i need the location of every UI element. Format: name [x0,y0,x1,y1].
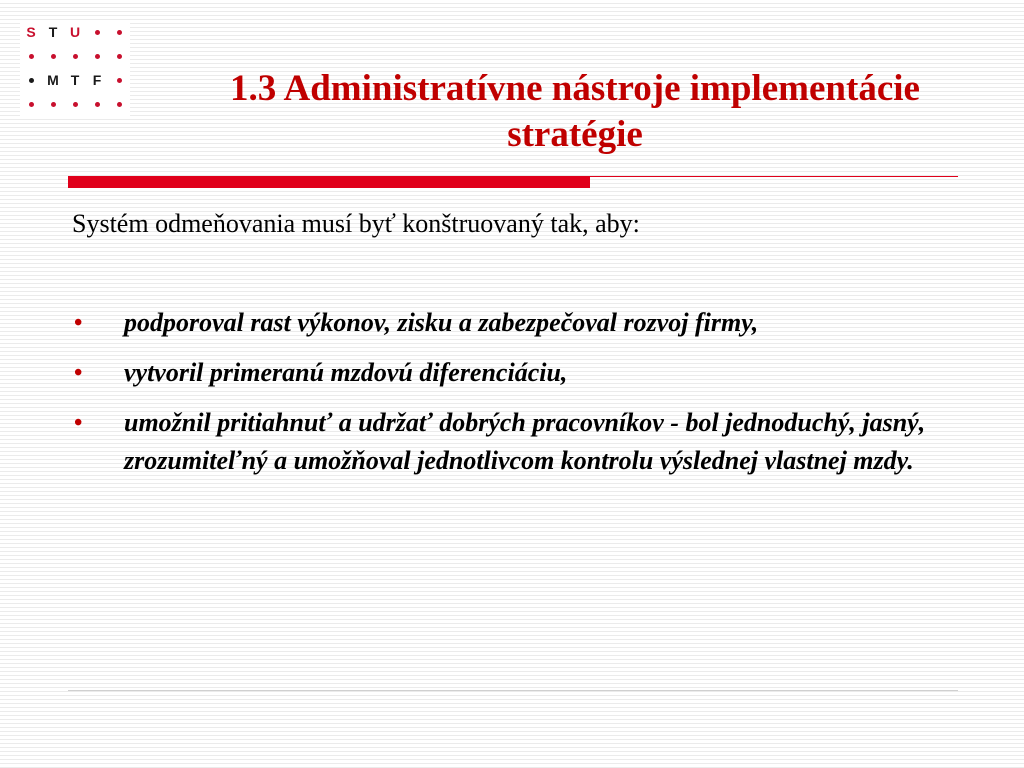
slide-title-line-1: 1.3 Administratívne nástroje implementácie [230,68,920,109]
logo-cell [64,68,86,92]
logo-letter-f: F [92,72,102,88]
logo-cell [108,44,130,68]
logo-cell [20,44,42,68]
footer-divider [68,690,958,691]
logo-cell [42,44,64,68]
logo-cell [86,68,108,92]
stu-mtf-logo [20,20,130,116]
logo-dot [117,30,122,35]
bullet-item [72,304,952,342]
logo-cell [86,20,108,44]
logo-letter-t: T [48,24,58,40]
bullet-icon: • [74,410,83,436]
logo-letter-t: T [70,72,80,88]
logo-cell [64,92,86,116]
logo-cell [108,20,130,44]
logo-dot [95,54,100,59]
title-accent-bar [68,176,590,188]
logo-letter-u: U [69,24,81,40]
bullet-item [72,404,952,480]
bullet-icon: • [74,360,83,386]
logo-cell [86,44,108,68]
logo-grid [20,20,130,116]
logo-dot [73,102,78,107]
bullet-text: umožnil pritiahnuť a udržať dobrých pracovníkov - bol jednoduchý, jasný, zrozumiteľný a umožňoval jednotlivcom kontrolu výslednej vlastnej mzdy. [124,408,926,475]
logo-cell [42,92,64,116]
logo-dot [95,30,100,35]
logo-cell [108,92,130,116]
logo-letter-m: M [47,72,59,88]
bullet-item [72,354,952,392]
logo-dot [51,54,56,59]
bullet-icon: • [74,310,83,336]
logo-cell [20,92,42,116]
title-accent-line [590,176,958,177]
bullet-text: podporoval rast výkonov, zisku a zabezpečoval rozvoj firmy, [124,308,759,337]
logo-dot [51,102,56,107]
logo-dot [117,78,122,83]
logo-cell [64,20,86,44]
bullet-list [72,304,952,492]
logo-cell [20,20,42,44]
logo-dot [117,102,122,107]
slide-title [140,66,1010,158]
logo-letter-s: S [26,24,36,40]
logo-cell [64,44,86,68]
logo-dot [29,78,34,83]
logo-cell [20,68,42,92]
logo-dot [95,102,100,107]
logo-cell [42,20,64,44]
logo-cell [108,68,130,92]
logo-dot [117,54,122,59]
intro-text: Systém odmeňovania musí byť konštruovaný tak, aby: [72,209,640,238]
bullet-text: vytvoril primeranú mzdovú diferenciáciu, [124,358,568,387]
logo-dot [29,54,34,59]
slide-title-line-2: stratégie [507,114,643,155]
logo-cell [86,92,108,116]
logo-dot [73,54,78,59]
logo-cell [42,68,64,92]
logo-dot [29,102,34,107]
